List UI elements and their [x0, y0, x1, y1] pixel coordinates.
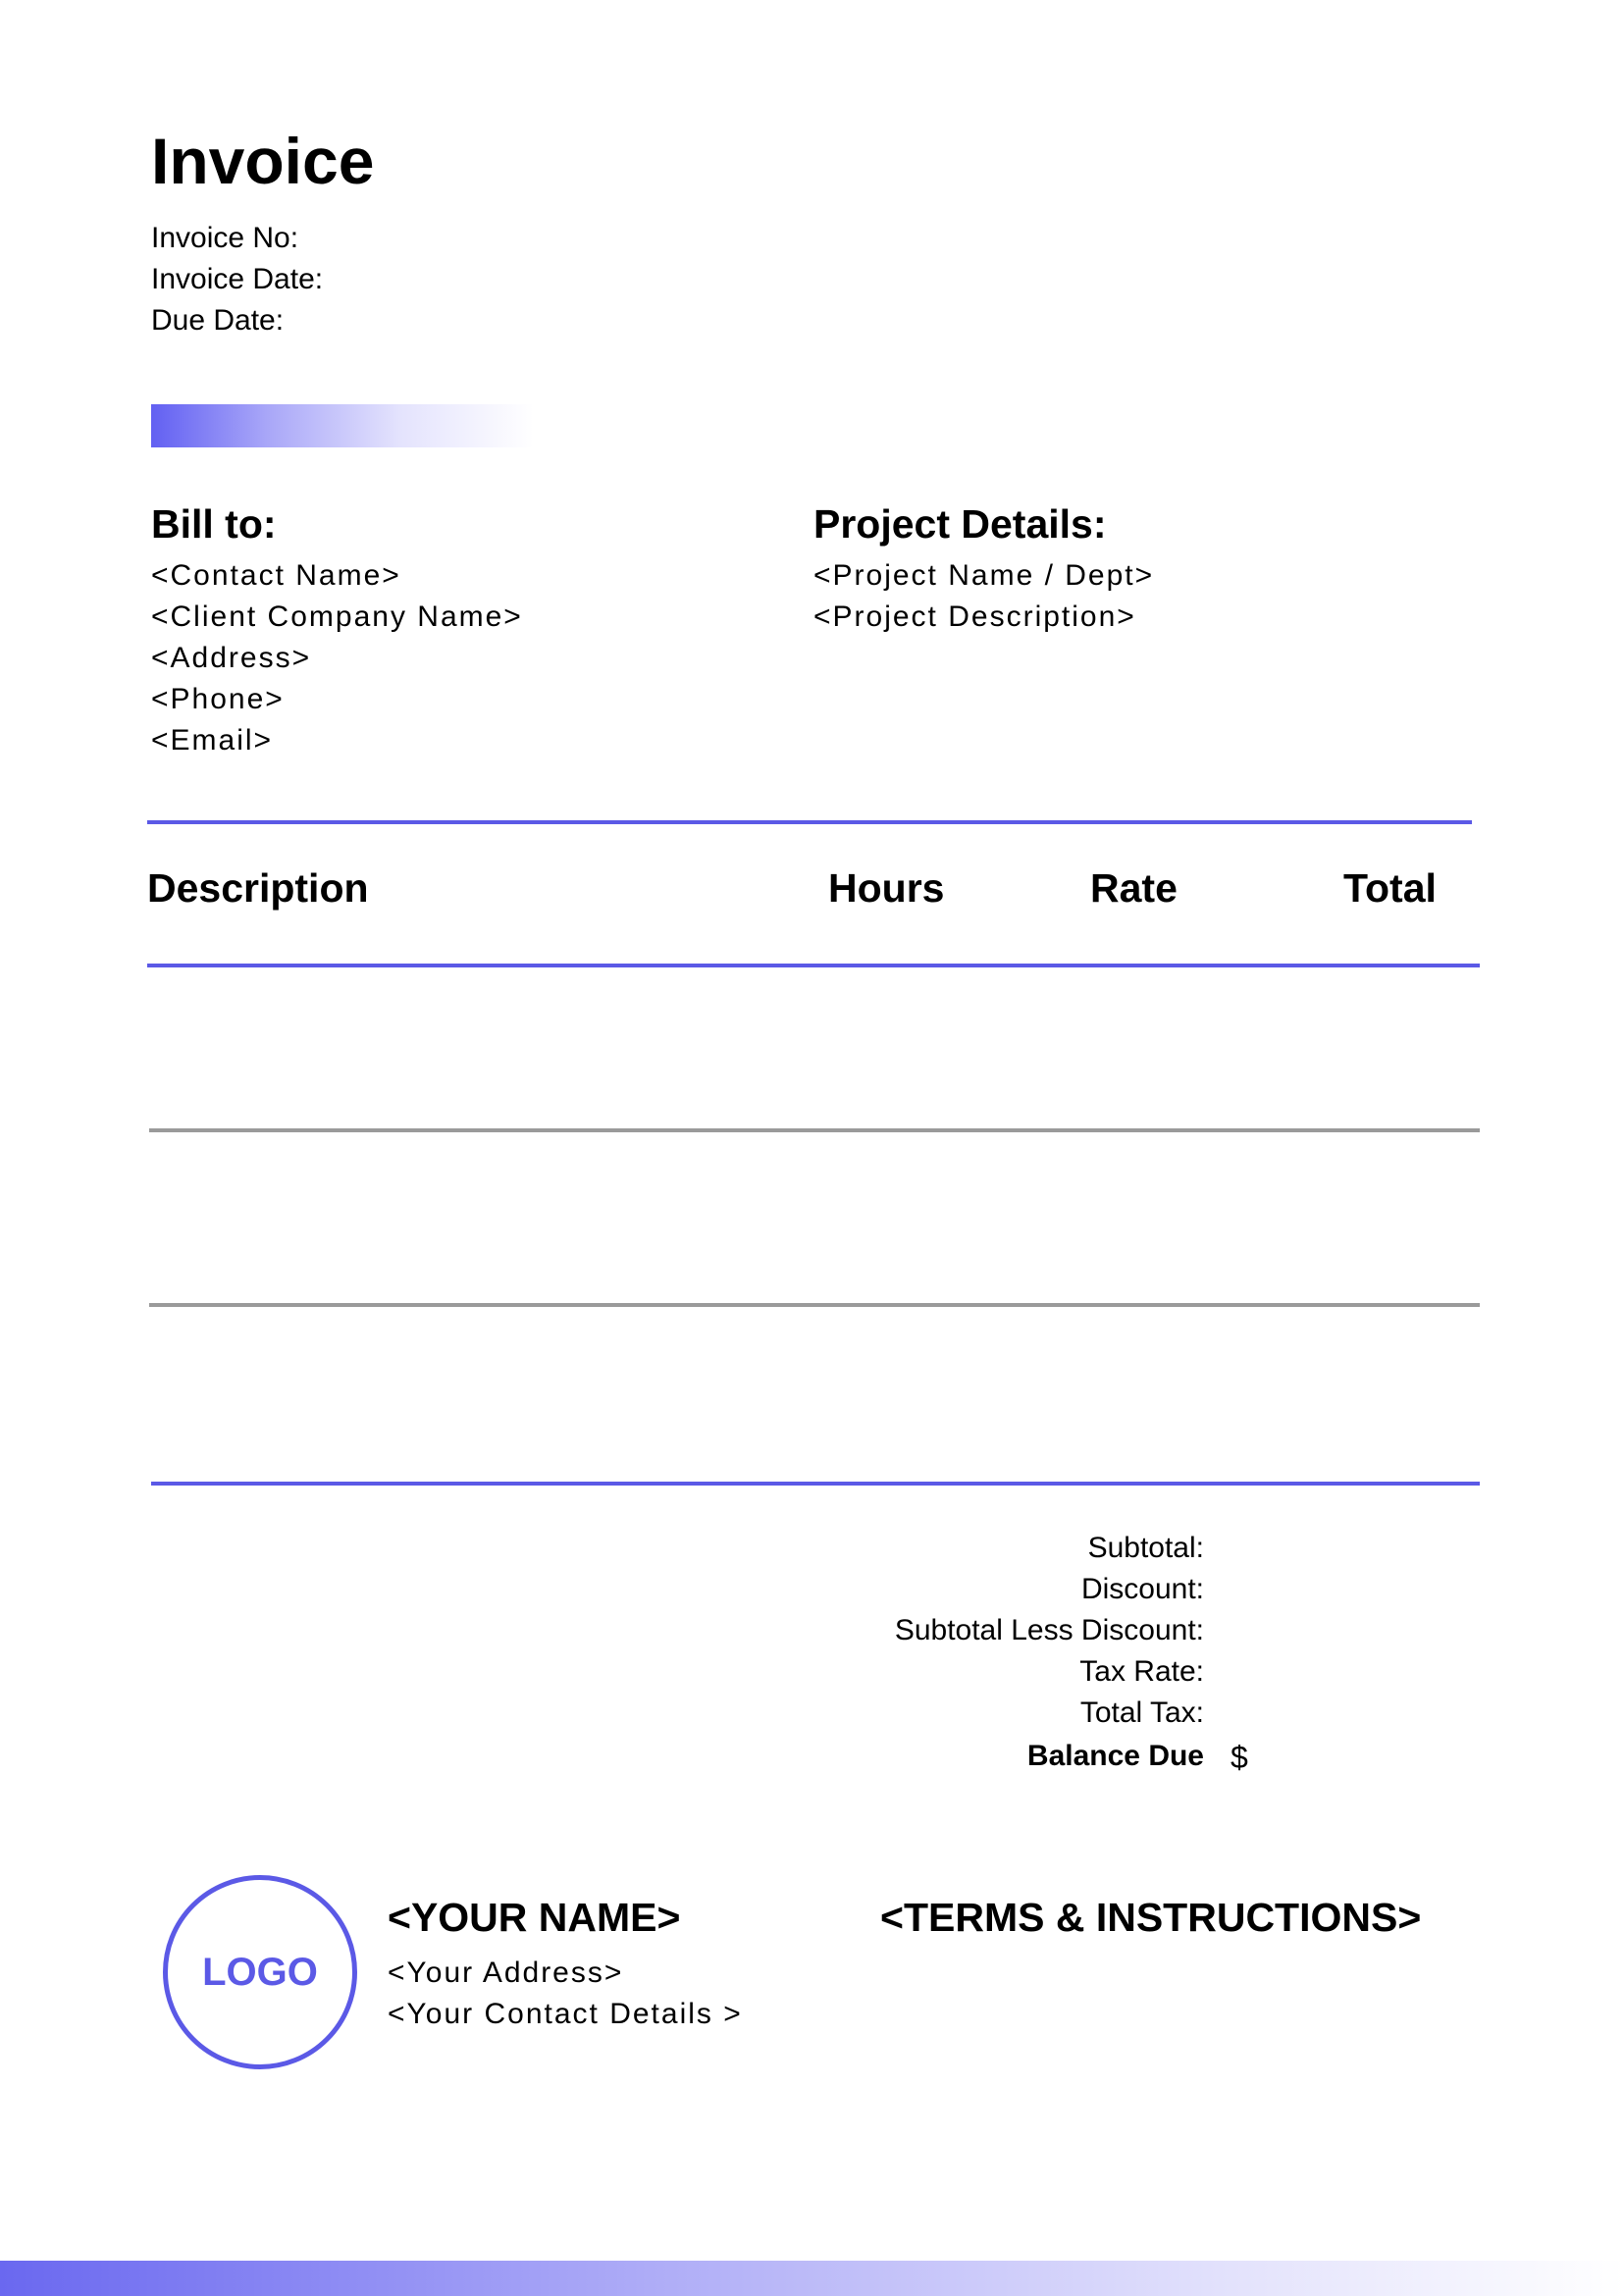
totals-labels [895, 1528, 1204, 1777]
table-row-divider [149, 1128, 1480, 1132]
accent-gradient-bar [151, 404, 534, 447]
project-name: <Project Name / Dept> [813, 559, 1155, 592]
discount-label: Discount: [1080, 1573, 1204, 1605]
contact-name: <Contact Name> [151, 559, 401, 592]
client-phone: <Phone> [151, 683, 285, 715]
table-bottom-rule [151, 1482, 1480, 1486]
project-description: <Project Description> [813, 600, 1136, 633]
bill-to-heading: Bill to: [151, 501, 277, 547]
due-date-label: Due Date: [151, 304, 285, 337]
table-row-divider [149, 1303, 1480, 1307]
column-header-hours: Hours [828, 865, 945, 911]
your-details [388, 1953, 743, 2035]
invoice-number-label: Invoice No: [151, 222, 299, 254]
logo-placeholder [163, 1875, 357, 2069]
column-header-description: Description [147, 865, 369, 911]
your-contact-details: <Your Contact Details > [388, 1998, 743, 2030]
table-top-rule [147, 820, 1472, 824]
client-company-name: <Client Company Name> [151, 600, 523, 633]
column-header-rate: Rate [1090, 865, 1178, 911]
column-header-total: Total [1343, 865, 1437, 911]
table-header-rule [147, 964, 1480, 967]
logo-text: LOGO [202, 1950, 318, 1994]
project-details-heading: Project Details: [813, 501, 1107, 547]
bottom-gradient-bar [0, 2261, 1624, 2296]
balance-due-currency: $ [1231, 1740, 1248, 1775]
total-tax-label: Total Tax: [1079, 1696, 1204, 1729]
bill-to-details [151, 555, 523, 761]
your-name: <YOUR NAME> [388, 1895, 681, 1940]
invoice-meta [151, 218, 323, 341]
subtotal-less-discount-label: Subtotal Less Discount: [894, 1614, 1204, 1646]
invoice-title: Invoice [151, 125, 375, 197]
balance-due-label: Balance Due [1026, 1740, 1204, 1772]
your-address: <Your Address> [388, 1957, 624, 1989]
client-address: <Address> [151, 642, 312, 674]
tax-rate-label: Tax Rate: [1079, 1655, 1204, 1688]
invoice-date-label: Invoice Date: [151, 263, 324, 295]
project-details [813, 555, 1154, 638]
client-email: <Email> [151, 724, 274, 757]
subtotal-label: Subtotal: [1087, 1532, 1204, 1564]
terms-and-instructions: <TERMS & INSTRUCTIONS> [880, 1895, 1422, 1940]
